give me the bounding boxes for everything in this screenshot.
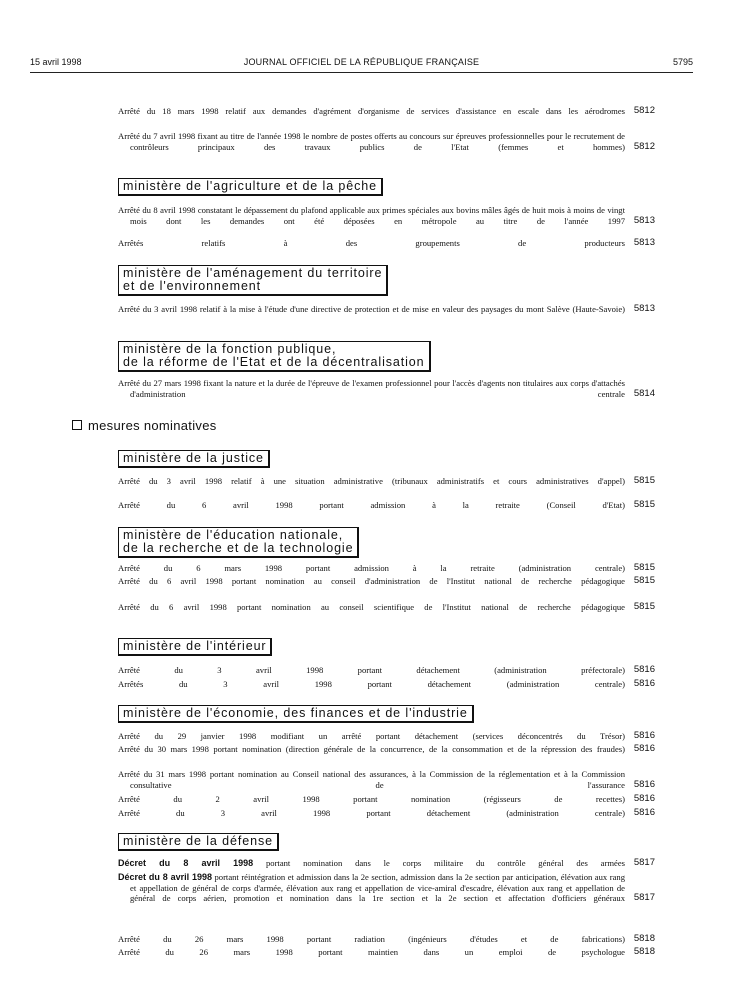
toc-entry-page-number: 5815 — [633, 475, 655, 486]
toc-entry-text — [118, 205, 625, 226]
toc-entry-text — [118, 794, 625, 805]
toc-entry-description: Arrêté du 18 mars 1998 relatif aux demandes d'agrément d'organisme de services d'assistance en escale dans les aérodromes — [118, 106, 625, 116]
ministry-heading — [118, 341, 431, 372]
toc-entry-description: Arrêté du 26 mars 1998 portant maintien dans un emploi de psychologue — [118, 947, 625, 957]
toc-entry — [118, 947, 655, 958]
toc-entry-text — [118, 872, 625, 904]
toc-entry-description: Arrêté du 6 avril 1998 portant nomination au conseil d'administration de l'Institut national de recherche pédagogique — [118, 576, 625, 586]
toc-entry-text — [118, 744, 625, 755]
toc-entry-text — [118, 304, 625, 315]
ministry-heading-line: ministère de l'agriculture et de la pêche — [123, 179, 377, 193]
ministry-heading-line: ministère de la défense — [123, 834, 273, 848]
ministry-heading — [118, 527, 359, 558]
ministry-heading-line: ministère de l'aménagement du territoire — [123, 266, 383, 280]
toc-entry-page-number: 5818 — [633, 933, 655, 944]
toc-entry — [118, 576, 655, 587]
toc-entry-page-number: 5814 — [633, 387, 655, 399]
toc-entry — [118, 106, 655, 117]
toc-entry-description: Arrêté du 6 avril 1998 portant admission à la retraite (Conseil d'Etat) — [118, 500, 625, 510]
toc-entry — [118, 858, 655, 869]
ministry-heading — [118, 638, 272, 656]
toc-entry-page-number: 5815 — [633, 562, 655, 573]
ministry-heading-line: ministère de l'intérieur — [123, 639, 267, 653]
toc-entry-decree-title: Décret du 8 avril 1998 — [118, 858, 254, 868]
toc-entry-description: Arrêté du 27 mars 1998 fixant la nature et la durée de l'épreuve de l'examen professionnel pour l'accès d'agents non titulaires aux corps d'attachés d'administration centrale — [118, 378, 625, 399]
toc-entry-page-number: 5817 — [633, 892, 655, 903]
toc-entry-text — [118, 665, 625, 676]
header-rule — [30, 72, 693, 73]
toc-entry-text — [118, 576, 625, 587]
toc-entry — [118, 769, 655, 790]
toc-entry-description: Arrêté du 3 avril 1998 portant détachement (administration centrale) — [118, 808, 625, 818]
toc-entry — [118, 238, 655, 249]
toc-entry — [118, 563, 655, 574]
ministry-heading-line: ministère de la justice — [123, 451, 264, 465]
toc-entry — [118, 602, 655, 613]
toc-entry-page-number: 5813 — [633, 214, 655, 226]
toc-entry-page-number: 5816 — [633, 664, 655, 675]
toc-entry-decree-title: Décret du 8 avril 1998 — [118, 872, 212, 882]
toc-entry-text — [118, 934, 625, 945]
toc-entry-page-number: 5812 — [633, 140, 655, 152]
toc-entry — [118, 131, 655, 152]
ministry-heading-line: et de l'environnement — [123, 279, 262, 293]
toc-entry-description: Arrêtés relatifs à des groupements de producteurs — [118, 238, 625, 248]
toc-entry-text — [118, 808, 625, 819]
toc-entry-page-number: 5817 — [633, 857, 655, 868]
ministry-heading — [118, 705, 474, 723]
ministry-heading-line: ministère de l'éducation nationale, — [123, 528, 344, 542]
toc-entry-description: Arrêtés du 3 avril 1998 portant détachement (administration centrale) — [118, 679, 625, 689]
checkbox-square-icon — [72, 420, 82, 430]
toc-entry-description: Arrêté du 8 avril 1998 constatant le dépassement du plafond applicable aux primes spéciales aux bovins mâles âgés de huit mois à moins de vingt mois dont les demandes ont été déposées en métropole au titre de l'année 1997 — [118, 205, 625, 226]
toc-entry-text — [118, 378, 625, 399]
ministry-heading — [118, 833, 279, 851]
toc-entry — [118, 665, 655, 676]
toc-entry-text — [118, 476, 625, 487]
toc-entry — [118, 679, 655, 690]
ministry-heading-line: de la réforme de l'Etat et de la décentralisation — [123, 355, 425, 369]
toc-entry-description: Arrêté du 26 mars 1998 portant radiation (ingénieurs d'études et de fabrications) — [118, 934, 625, 944]
toc-entry-text — [118, 602, 625, 613]
toc-entry-page-number: 5815 — [633, 575, 655, 586]
toc-entry — [118, 808, 655, 819]
ministry-heading — [118, 450, 270, 468]
toc-entry-text — [118, 731, 625, 742]
toc-entry-description: Arrêté du 3 avril 1998 relatif à une situation administrative (tribunaux administratifs et cours administratives d'appel) — [118, 476, 625, 486]
section-title-label: mesures nominatives — [88, 418, 217, 433]
ministry-heading-line: de la recherche et de la technologie — [123, 541, 354, 555]
toc-entry-page-number: 5816 — [633, 778, 655, 790]
toc-entry-page-number: 5815 — [633, 499, 655, 510]
toc-entry — [118, 872, 655, 904]
toc-entry-page-number: 5813 — [633, 237, 655, 248]
toc-entry-page-number: 5813 — [633, 303, 655, 314]
toc-entry-text — [118, 769, 625, 790]
toc-entry-description: Arrêté du 3 avril 1998 portant détachement (administration préfectorale) — [118, 665, 625, 675]
toc-entry-description: Arrêté du 6 mars 1998 portant admission à la retraite (administration centrale) — [118, 563, 625, 573]
toc-entry-text — [118, 238, 625, 249]
toc-entry — [118, 794, 655, 805]
toc-entry-page-number: 5816 — [633, 678, 655, 689]
toc-entry — [118, 476, 655, 487]
toc-entry-description: Arrêté du 7 avril 1998 fixant au titre de l'année 1998 le nombre de postes offerts au concours sur épreuves professionnelles pour le recrutement de contrôleurs principaux des travaux publics de l'Etat (femmes et hommes) — [118, 131, 625, 152]
ministry-heading-line: ministère de la fonction publique, — [123, 342, 337, 356]
toc-entry — [118, 378, 655, 399]
header-page-number: 5795 — [672, 57, 693, 67]
toc-entry-description: portant nomination dans le corps militaire du contrôle général des armées — [253, 858, 625, 868]
toc-entry-text — [118, 500, 625, 511]
ministry-heading-line: ministère de l'économie, des finances et de l'industrie — [123, 706, 468, 720]
toc-entry-description: Arrêté du 30 mars 1998 portant nomination (direction générale de la concurrence, de la consommation et de la répression des fraudes) — [118, 744, 625, 754]
toc-entry-page-number: 5816 — [633, 807, 655, 818]
toc-entry-text — [118, 106, 625, 117]
toc-entry — [118, 934, 655, 945]
header-date: 15 avril 1998 — [30, 57, 82, 67]
toc-entry-text — [118, 131, 625, 152]
toc-entry-page-number: 5816 — [633, 793, 655, 804]
toc-entry-text — [118, 679, 625, 690]
toc-entry — [118, 731, 655, 742]
toc-entry-text — [118, 563, 625, 574]
ministry-heading — [118, 265, 388, 296]
toc-entry — [118, 304, 655, 315]
toc-entry-page-number: 5818 — [633, 946, 655, 957]
toc-entry-description: Arrêté du 2 avril 1998 portant nomination (régisseurs de recettes) — [118, 794, 625, 804]
toc-entry-page-number: 5816 — [633, 743, 655, 754]
toc-entry-description: Arrêté du 31 mars 1998 portant nomination au Conseil national des assurances, à la Commission de la réglementation et à la Commission consultative de l'assurance — [118, 769, 625, 790]
toc-entry-description: Arrêté du 3 avril 1998 relatif à la mise à l'étude d'une directive de protection et de mise en valeur des paysages du mont Salève (Haute-Savoie) — [118, 304, 625, 314]
toc-entry-text — [118, 858, 625, 869]
toc-entry-page-number: 5812 — [633, 105, 655, 116]
page-header — [30, 57, 693, 71]
toc-entry-description: Arrêté du 6 avril 1998 portant nomination au conseil scientifique de l'Institut national de recherche pédagogique — [118, 602, 625, 612]
header-journal-title: JOURNAL OFFICIEL DE LA RÉPUBLIQUE FRANÇAISE — [243, 57, 480, 67]
ministry-heading — [118, 178, 383, 196]
toc-entry-description: Arrêté du 29 janvier 1998 modifiant un arrêté portant détachement (services déconcentrés du Trésor) — [118, 731, 625, 741]
toc-entry-text — [118, 947, 625, 958]
toc-entry — [118, 205, 655, 226]
toc-entry-page-number: 5815 — [633, 601, 655, 612]
toc-entry — [118, 744, 655, 755]
section-title — [72, 418, 217, 433]
toc-entry — [118, 500, 655, 511]
toc-entry-description: portant réintégration et admission dans la 2e section, admission dans la 2e section par anticipation, élévation aux rang et appellation de général de corps d'armée, élévation aux rang et appellation de vice-amiral d'escadre, élévation aux rang et appellation de général de corps aérien, promotion et nomination dans la 1re section et la 2e section et affectation d'officiers généraux — [130, 872, 625, 903]
toc-entry-page-number: 5816 — [633, 730, 655, 741]
